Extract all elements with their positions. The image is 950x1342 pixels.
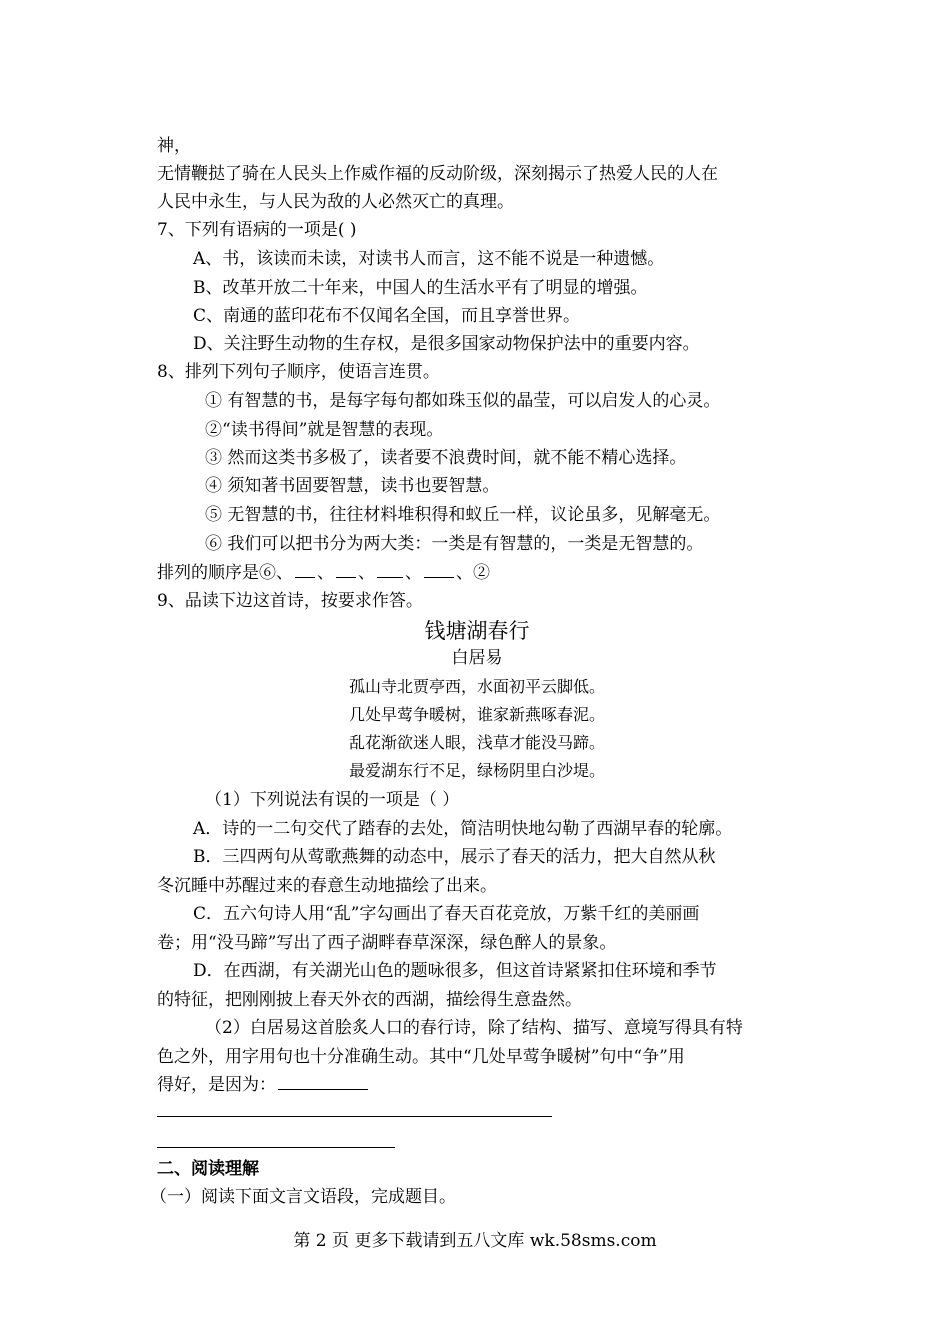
- question-7-option-c: C、南通的蓝印花布不仅闻名全国，而且享誉世界。: [193, 306, 581, 326]
- question-7-option-b: B、改革开放二十年来，中国人的生活水平有了明显的增强。: [193, 278, 648, 298]
- question-9-option-a: A．诗的一二句交代了踏春的去处，简洁明快地勾勒了西湖早春的轮廓。: [193, 819, 733, 839]
- answer-blank[interactable]: [278, 1071, 368, 1090]
- question-9-stem: 9、品读下边这首诗，按要求作答。: [157, 591, 423, 611]
- paragraph-line: 人民中永生，与人民为敌的人必然灭亡的真理。: [157, 192, 514, 212]
- question-9-sub2-cont: [157, 1071, 370, 1099]
- question-9-option-d: D．在西湖，有关湖光山色的题咏很多，但这首诗紧紧扣住环境和季节: [193, 961, 717, 981]
- question-7-stem: 7、下列有语病的一项是( ): [157, 220, 357, 240]
- question-9-sub2: （2）白居易这首脍炙人口的春行诗，除了结构、描写、意境写得具有特: [205, 1018, 743, 1038]
- question-9-sub1-stem: （1）下列说法有误的一项是（ ）: [205, 790, 460, 810]
- answer-blank[interactable]: [424, 559, 454, 578]
- order-end: ②: [473, 563, 490, 583]
- section-subheading: （一）阅读下面文言文语段，完成题目。: [150, 1187, 456, 1207]
- question-9-option-c-cont: 卷；用“没马蹄”写出了西子湖畔春草深深，绿色醉人的景象。: [157, 933, 617, 953]
- question-7-option-d: D、关注野生动物的生存权，是很多国家动物保护法中的重要内容。: [193, 334, 700, 354]
- question-8-sentence: ⑥ 我们可以把书分为两大类：一类是有智慧的，一类是无智慧的。: [205, 534, 704, 554]
- order-separator: 、: [317, 563, 334, 583]
- paragraph-line: 神，: [157, 136, 191, 156]
- question-9-option-c: C．五六句诗人用“乱”字勾画出了春天百花竞放，万紫千红的美丽画: [193, 904, 700, 924]
- answer-line[interactable]: [157, 1147, 395, 1148]
- question-8-sentence: ③ 然而这类书多极了，读者要不浪费时间，就不能不精心选择。: [205, 448, 687, 468]
- question-8-stem: 8、排列下列句子顺序，使语言连贯。: [157, 362, 440, 382]
- question-9-sub2-prompt: 得好，是因为：: [157, 1075, 276, 1095]
- poem-line: 乱花渐欲迷人眼，浅草才能没马蹄。: [348, 733, 605, 752]
- question-9-option-b: B．三四两句从莺歌燕舞的动态中，展示了春天的活力，把大自然从秋: [193, 847, 716, 867]
- order-prefix: 排列的顺序是⑥、: [157, 563, 293, 583]
- answer-blank[interactable]: [295, 559, 315, 578]
- question-8-sentence: ① 有智慧的书，是每字每句都如珠玉似的晶莹，可以启发人的心灵。: [205, 391, 721, 411]
- question-9-sub2-cont: 色之外，用字用句也十分准确生动。其中“几处早莺争暖树”句中“争”用: [157, 1047, 685, 1067]
- question-8-sentence: ②“读书得间”就是智慧的表现。: [205, 420, 444, 440]
- answer-blank[interactable]: [336, 559, 356, 578]
- order-separator: 、: [405, 563, 422, 583]
- poem-line: 几处早莺争暖树，谁家新燕啄春泥。: [348, 705, 605, 724]
- order-separator: 、: [358, 563, 375, 583]
- page-footer: 第 2 页 更多下载请到五八文库 wk.58sms.com: [293, 1231, 657, 1251]
- poem-line: 孤山寺北贾亭西，水面初平云脚低。: [348, 677, 605, 696]
- answer-blank[interactable]: [377, 559, 403, 578]
- poem-line: 最爱湖东行不足，绿杨阴里白沙堤。: [348, 761, 605, 780]
- question-7-option-a: A、书，该读而未读，对读书人而言，这不能不说是一种遗憾。: [193, 249, 665, 269]
- question-9-option-d-cont: 的特征，把刚刚披上春天外衣的西湖，描绘得生意盎然。: [157, 990, 582, 1010]
- question-8-sentence: ④ 须知著书固要智慧，读书也要智慧。: [205, 476, 500, 496]
- question-9-option-b-cont: 冬沉睡中苏醒过来的春意生动地描绘了出来。: [157, 876, 497, 896]
- poem-author: 白居易: [451, 648, 503, 668]
- paragraph-line: 无情鞭挞了骑在人民头上作威作福的反动阶级，深刻揭示了热爱人民的人在: [157, 164, 718, 184]
- answer-line[interactable]: [157, 1116, 552, 1117]
- question-8-sentence: ⑤ 无智慧的书，往往材料堆积得和蚁丘一样，议论虽多，见解毫无。: [205, 505, 721, 525]
- section-heading: 二、阅读理解: [157, 1159, 259, 1179]
- poem-title: 钱塘湖春行: [424, 619, 530, 643]
- order-separator: 、: [456, 563, 473, 583]
- question-8-order-line: [157, 559, 490, 587]
